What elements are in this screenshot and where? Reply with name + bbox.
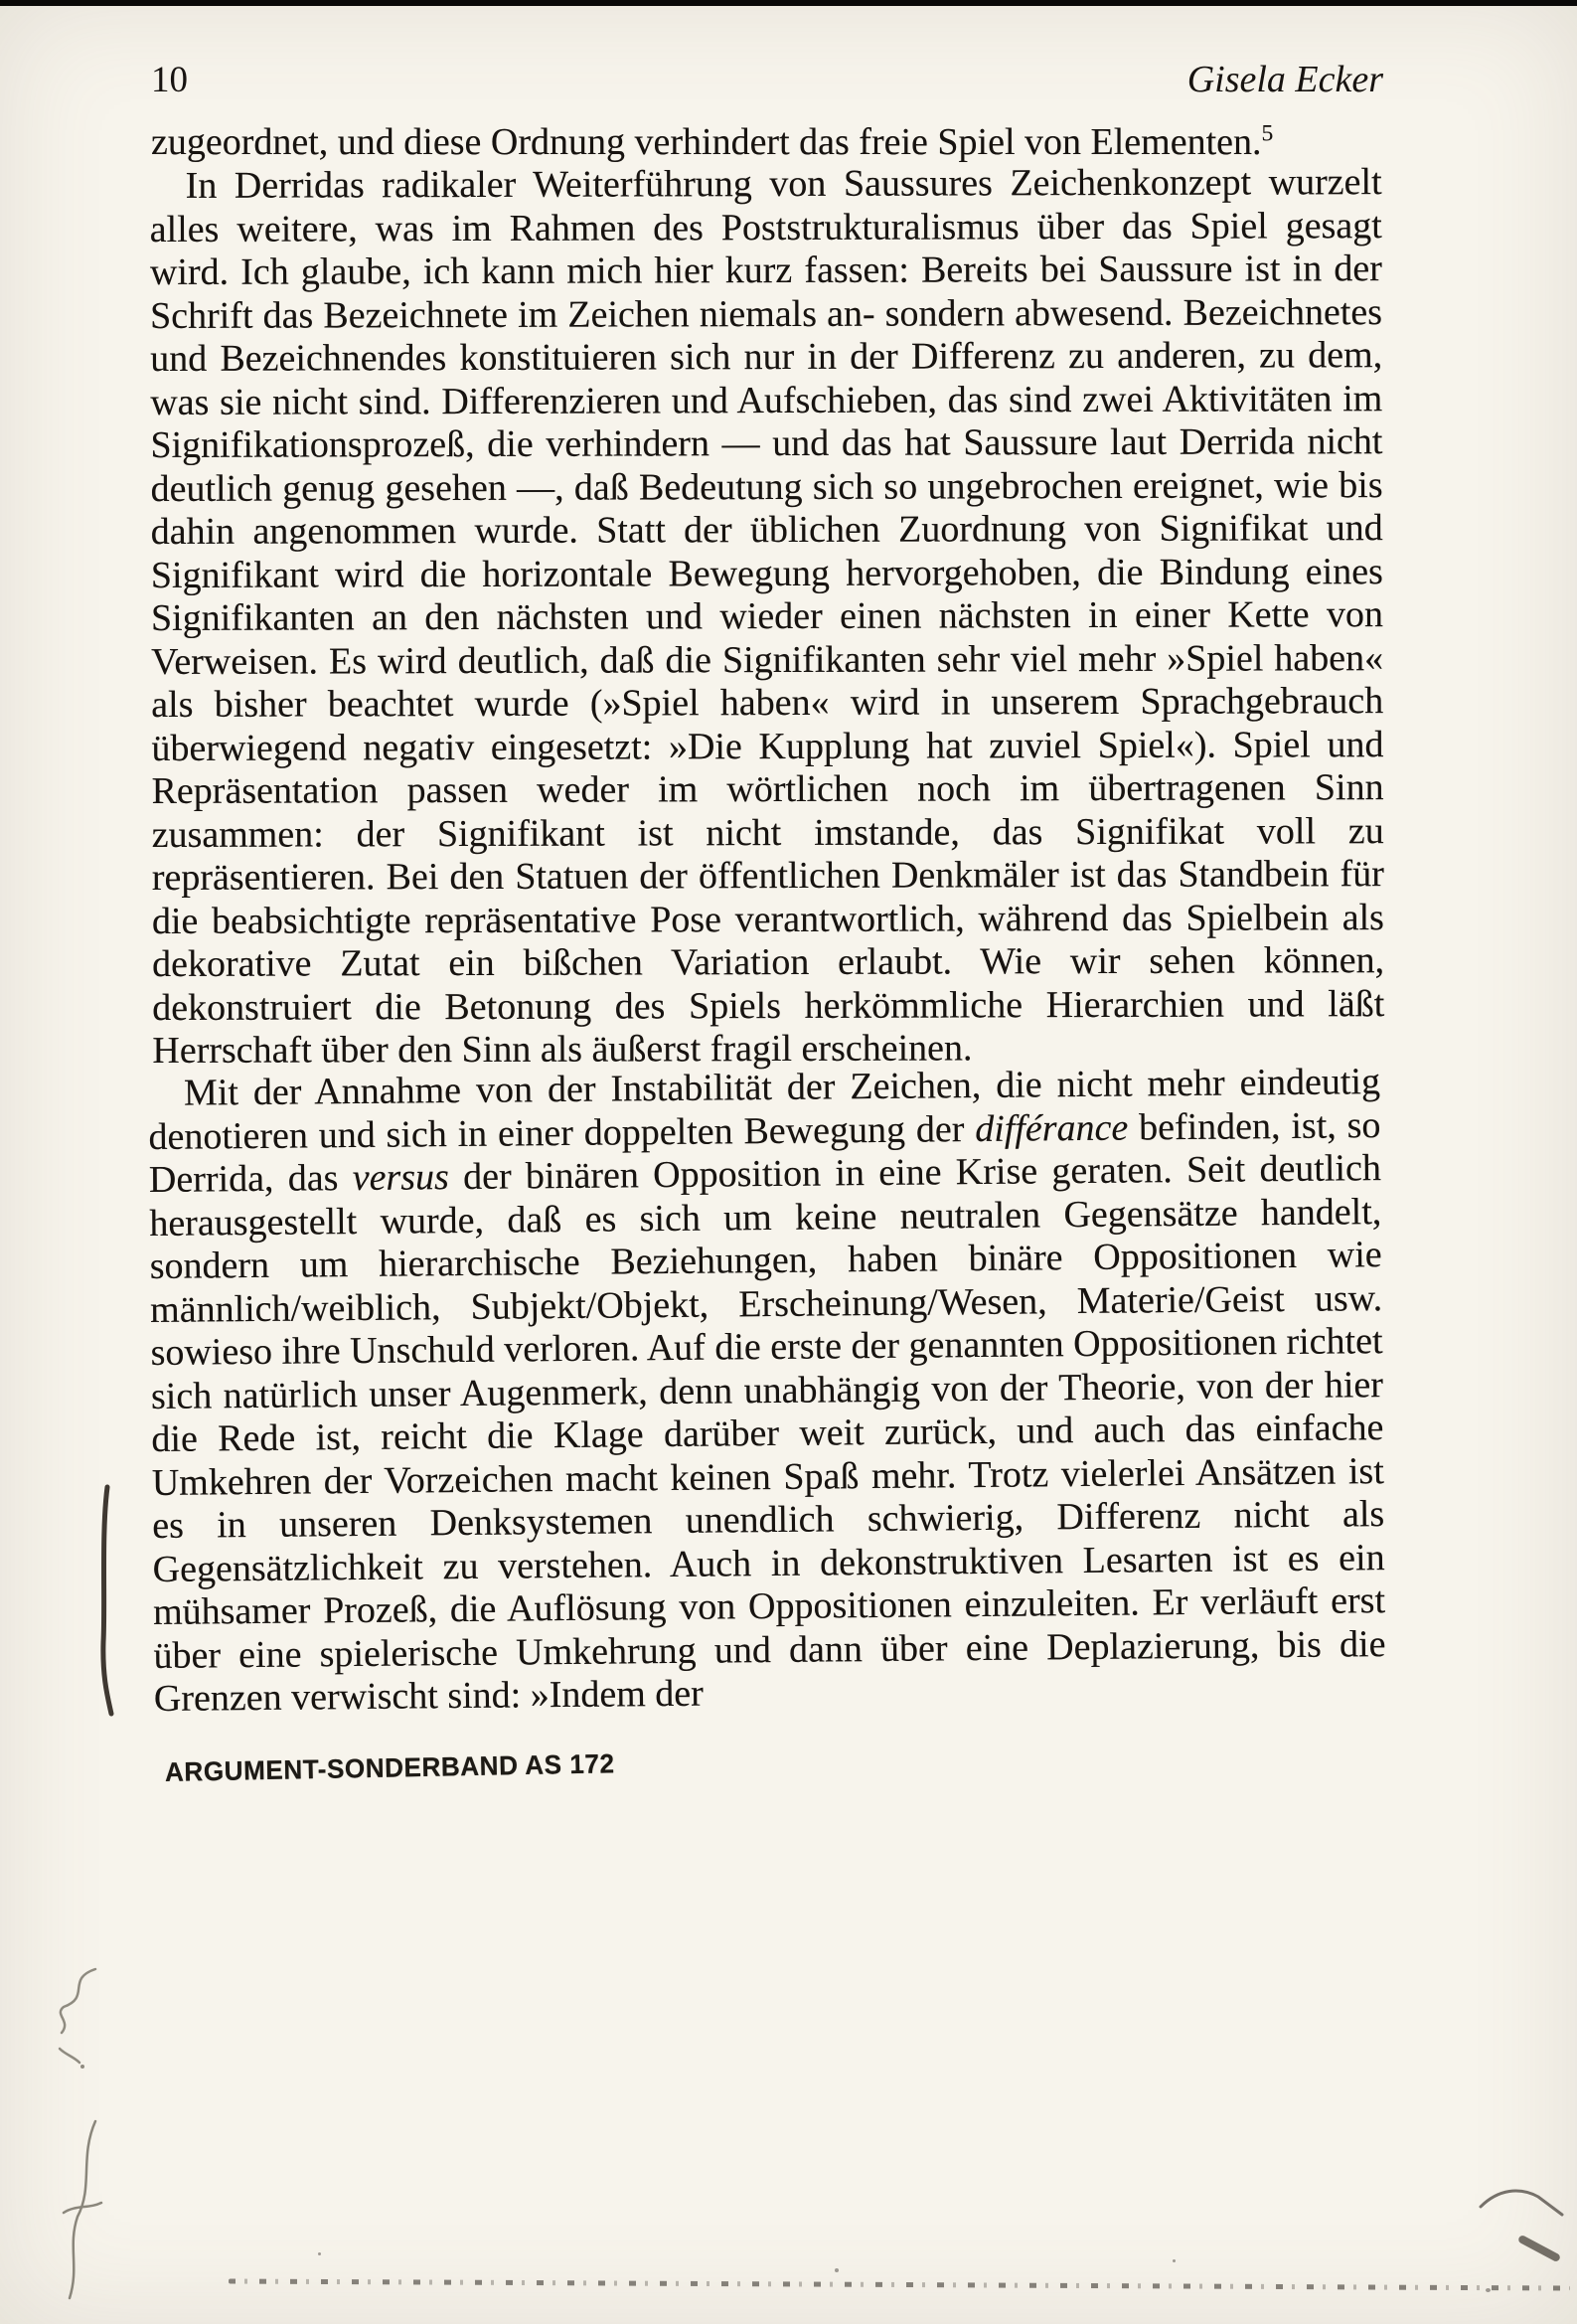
emphasized-term: versus — [352, 1156, 450, 1200]
paragraph — [148, 1061, 1386, 1721]
scan-speck — [835, 2268, 839, 2272]
scan-corner-smudge — [1517, 2235, 1561, 2263]
page-number: 10 — [151, 60, 188, 100]
margin-pen-line-annotation — [97, 1483, 121, 1727]
text-run: befinden, ist, so Derrida, das — [148, 1103, 1381, 1202]
paragraph — [150, 161, 1385, 1073]
text-block — [148, 120, 1386, 1794]
scan-speck — [1486, 2288, 1491, 2292]
running-header-author: Gisela Ecker — [1186, 59, 1383, 100]
text-run: Mit der Annahme von der Instabilität der Zeichen, die nicht mehr eindeutig denotieren und sich in einer doppelten Bewegung der — [148, 1061, 1381, 1158]
pencil-scribble-icon — [52, 1963, 115, 2079]
scan-speck — [318, 2252, 321, 2255]
body-paragraphs — [148, 120, 1386, 1722]
series-footer: ARGUMENT-SONDERBAND AS 172 — [164, 1747, 615, 1787]
scan-top-edge-artifact — [0, 0, 1577, 6]
text-run: In Derridas radikaler Weiterführung von Saussures Zeichenkonzept wurzelt alles weitere, was im Rahmen des Poststrukturalismus über das Spiel gesagt wird. Ich glaube, ich kann mich hier kurz fassen: Bereits bei Saussure ist in der Schrift das Bezeichnete im Zeichen niemals an- sondern abwesend. Bezeichnetes und Bezeichnendes konstituieren sich nur in der Differenz zu anderen, zu dem, was sie nicht sind. Differenzieren und Aufschieben, das sind zwei Aktivitäten im Signifikationsprozeß, die verhindern — und das hat Saussure laut Derrida nicht deutlich genug gesehen —, daß Bedeutung sich so ungebrochen ereignet, wie bis dahin angenommen wurde. Statt der üblichen Zuordnung von Signifikat und Signifikant wird die horizontale Bewegung hervorgehoben, die Bindung eines Signifikanten an den nächsten und wieder einen nächsten in einer Kette von Verweisen. Es wird deutlich, daß die Signifikanten sehr viel mehr »Spiel haben« als bisher beachtet wurde (»Spiel haben« wird in unserem Sprachgebrauch überwiegend negativ eingesetzt: »Die Kupplung hat zuviel Spiel«). Spiel und Repräsentation passen weder im wörtlichen noch im übertragenen Sinn zusammen: der Signifikant ist nicht imstande, das Signifikat voll zu repräsentieren. Bei den Statuen der öffentlichen Denkmäler ist das Standbein für die beabsichtigte repräsentative Pose verantwortlich, während das Spielbein als dekorative Zutat ein bißchen Variation erlaubt. Wie wir sehen können, dekonstruiert die Betonung des Spiels herkömmliche Hierarchien und läßt Herrschaft über den Sinn als äußerst fragil erscheinen. — [149, 160, 1385, 1072]
text-run: zugeordnet, und diese Ordnung verhindert das freie Spiel von Elementen. — [151, 121, 1262, 163]
page-header — [151, 58, 1383, 101]
text-run: der binären Opposition in eine Krise geraten. Seit deutlich herausgestellt wurde, daß es sich um keine neutralen Gegensätze handelt, sondern um hierarchische Beziehungen, haben binäre Oppositionen wie männlich/weiblich, Subjekt/Objekt, Erscheinung/Wesen, Materie/Geist usw. sowieso ihre Unschuld verloren. Auf die erste der genannten Oppositionen richtet sich natürlich unser Augenmerk, denn unabhängig von der Theorie, von der hier die Rede ist, reicht die Klage darüber weit zurück, und auch das einfache Umkehren der Vorzeichen macht keinen Spaß mehr. Trotz vielerlei Ansätzen ist es in unseren Denksystemen unendlich schwierig, Differenz nicht als Gegensätzlichkeit zu verstehen. Auch in dekonstruktiven Lesarten ist es ein mühsamer Prozeß, die Auflösung von Oppositionen einzuleiten. Er verläuft erst über eine spielerische Umkehrung und dann über eine Deplazierung, bis die Grenzen verwischt sind: »Indem der — [149, 1147, 1386, 1720]
scan-speck — [1173, 2259, 1176, 2262]
footnote-marker: 5 — [1261, 120, 1274, 147]
paragraph — [151, 121, 1383, 165]
scan-bottom-edge-artifact — [229, 2278, 1570, 2290]
pencil-scribble-icon — [60, 2117, 131, 2313]
emphasized-term: différance — [974, 1106, 1129, 1150]
pencil-tick-icon — [1477, 2173, 1568, 2230]
